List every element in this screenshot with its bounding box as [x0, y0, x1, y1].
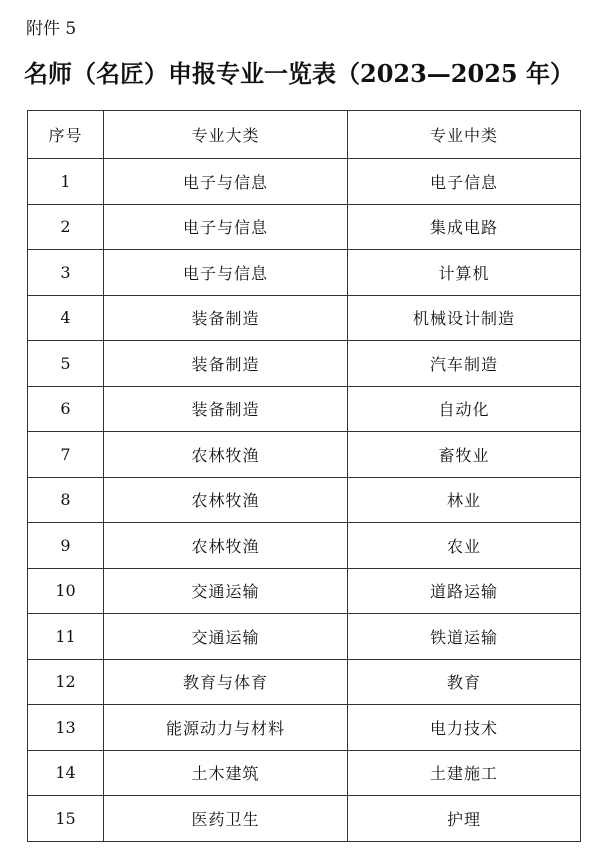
header-index: 序号	[28, 111, 104, 159]
cell-major-subcategory: 林业	[348, 477, 581, 523]
cell-major-subcategory: 自动化	[348, 386, 581, 432]
table-row	[28, 523, 581, 569]
table-row	[28, 295, 581, 341]
table-row	[28, 432, 581, 478]
attachment-label: 附件 5	[26, 19, 77, 39]
cell-major-subcategory: 畜牧业	[348, 432, 581, 478]
cell-index: 5	[28, 341, 104, 387]
cell-major-subcategory: 计算机	[348, 250, 581, 296]
table-row	[28, 568, 581, 614]
cell-major-subcategory: 汽车制造	[348, 341, 581, 387]
cell-major-subcategory: 铁道运输	[348, 614, 581, 660]
major-table	[27, 110, 581, 842]
table-row	[28, 614, 581, 660]
table-row	[28, 159, 581, 205]
cell-major-category: 装备制造	[104, 295, 348, 341]
cell-major-category: 农林牧渔	[104, 523, 348, 569]
cell-major-category: 农林牧渔	[104, 432, 348, 478]
table-row	[28, 204, 581, 250]
table-row	[28, 250, 581, 296]
table-row	[28, 705, 581, 751]
table-row	[28, 659, 581, 705]
table-body	[28, 159, 581, 842]
table-row	[28, 796, 581, 842]
cell-major-category: 能源动力与材料	[104, 705, 348, 751]
cell-major-category: 农林牧渔	[104, 477, 348, 523]
cell-major-category: 土木建筑	[104, 750, 348, 796]
cell-index: 4	[28, 295, 104, 341]
cell-index: 2	[28, 204, 104, 250]
cell-index: 11	[28, 614, 104, 660]
cell-index: 7	[28, 432, 104, 478]
cell-major-category: 装备制造	[104, 386, 348, 432]
table-row	[28, 750, 581, 796]
table-row	[28, 341, 581, 387]
cell-major-subcategory: 机械设计制造	[348, 295, 581, 341]
major-table-container	[27, 110, 581, 842]
table-row	[28, 477, 581, 523]
header-major-category: 专业大类	[104, 111, 348, 159]
header-major-subcategory: 专业中类	[348, 111, 581, 159]
cell-index: 6	[28, 386, 104, 432]
cell-major-category: 电子与信息	[104, 204, 348, 250]
cell-index: 14	[28, 750, 104, 796]
cell-major-subcategory: 农业	[348, 523, 581, 569]
table-header-row	[28, 111, 581, 159]
cell-major-category: 装备制造	[104, 341, 348, 387]
cell-major-subcategory: 土建施工	[348, 750, 581, 796]
cell-major-subcategory: 集成电路	[348, 204, 581, 250]
cell-major-category: 交通运输	[104, 568, 348, 614]
cell-index: 1	[28, 159, 104, 205]
table-row	[28, 386, 581, 432]
cell-index: 10	[28, 568, 104, 614]
cell-index: 12	[28, 659, 104, 705]
cell-major-subcategory: 护理	[348, 796, 581, 842]
cell-index: 3	[28, 250, 104, 296]
cell-major-subcategory: 电子信息	[348, 159, 581, 205]
cell-index: 9	[28, 523, 104, 569]
page-title: 名师（名匠）申报专业一览表（2023—2025 年）	[24, 59, 574, 88]
cell-major-subcategory: 道路运输	[348, 568, 581, 614]
cell-major-category: 电子与信息	[104, 159, 348, 205]
cell-major-category: 教育与体育	[104, 659, 348, 705]
cell-index: 15	[28, 796, 104, 842]
cell-major-category: 医药卫生	[104, 796, 348, 842]
cell-major-category: 电子与信息	[104, 250, 348, 296]
cell-index: 8	[28, 477, 104, 523]
cell-major-subcategory: 电力技术	[348, 705, 581, 751]
cell-index: 13	[28, 705, 104, 751]
cell-major-category: 交通运输	[104, 614, 348, 660]
cell-major-subcategory: 教育	[348, 659, 581, 705]
